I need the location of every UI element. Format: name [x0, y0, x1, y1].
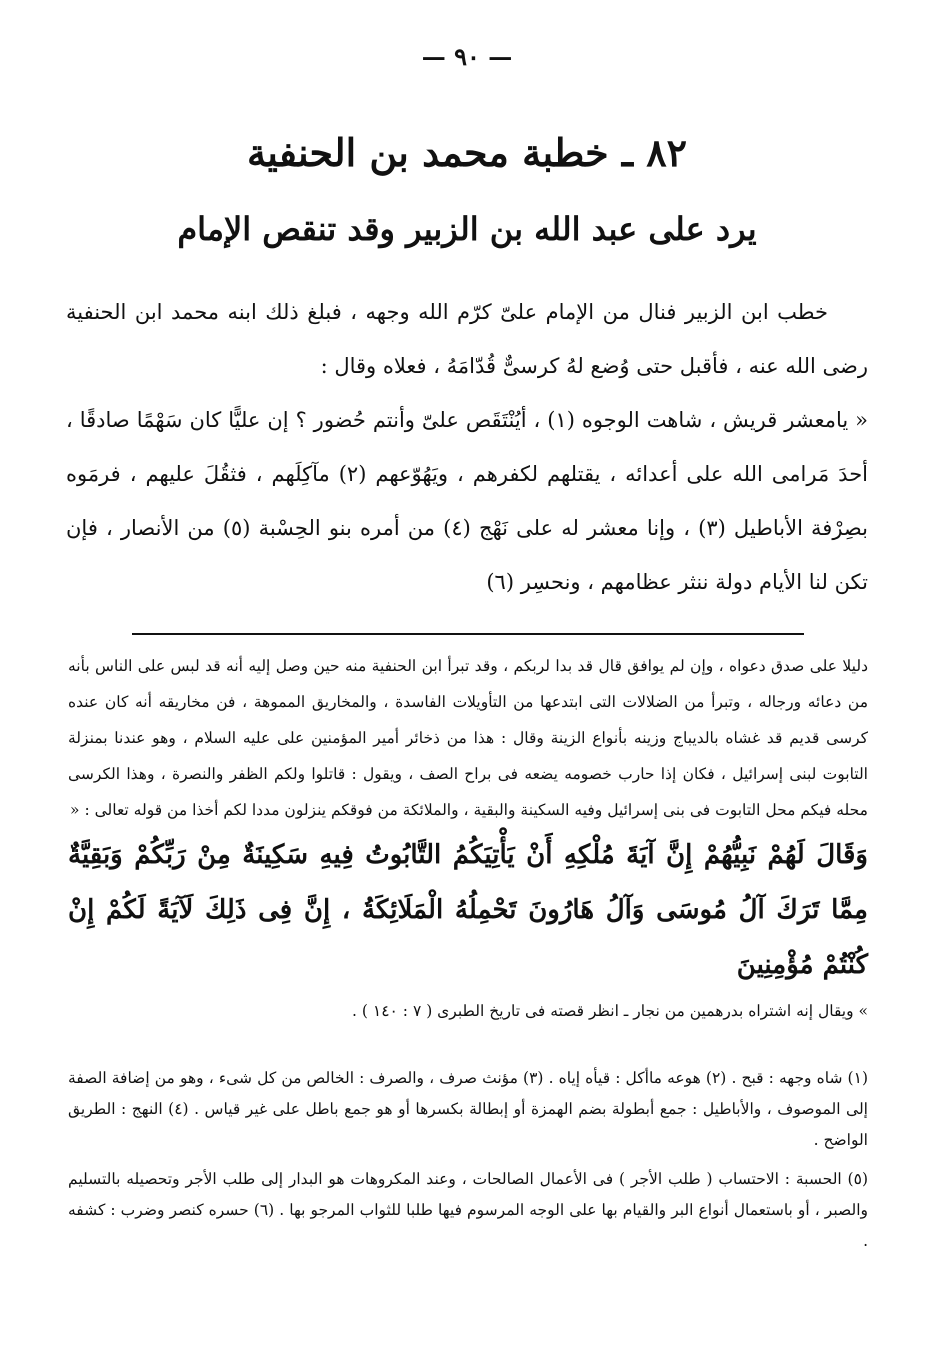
speech-paragraph: « يامعشر قريش ، شاهت الوجوه (١) ، أيُنْتَقَص علىّ وأنتم حُضور ؟ إن عليًّا كان سَهْمًا صادقًا ، أحدَ مَرامى الله على أعدائه ، يقتلهم لكفرهم ، ويَهُوّعهم (٢) مآكِلَهم ، فثقُلَ عليهم ، فرمَوه بصِرْفة الأباطيل (٣) ، وإنا معشر له على نَهْج (٤) من أمره بنو الحِسْبة (٥) من الأنصار ، فإن تكن لنا الأيام دولة ننثر عظامهم ، ونحسِر (٦)	[66, 408, 869, 594]
continued-note-text: دليلا على صدق دعواه ، وإن لم يوافق قال قد بدا لربكم ، وقد تبرأ ابن الحنفية منه حين وصل إليه أنه قد لبس على الناس بأنه من دعائه ورجاله ، وتبرأ من الضلالات التى ابتدعها من التأويلات الفاسدة ، والمخاريق المموهة ، فن مخاريقه أنه كان عنده كرسى قديم قد غشاه بالديباج وزينه بأنواع الزينة وقال : هذا من ذخائر أمير المؤمنين على عليه السلام ، وهو عندنا بمنزلة التابوت لبنى إسرائيل ، فكان إذا حارب خصومه يضعه فى براح الصف ، ويقول : قاتلوا ولكم الظفر والنصرة ، وهذا الكرسى محله فيكم محل التابوت فى بنى إسرائيل وفيه السكينة والبقية ، والملائكة من فوقكم ينزلون مددا لكم أخذا من قوله تعالى : «	[68, 657, 868, 819]
quran-verse: وَقَالَ لَهُمْ نَبِيُّهُمْ إِنَّ آيَةَ مُلْكِهِ أَنْ يَأْتِيَكُمُ التَّابُوتُ فِيهِ سَكِينَةٌ مِنْ رَبِّكُمْ وَبَقِيَّةٌ مِمَّا تَرَكَ آلُ مُوسَى وَآلُ هَارُونَ تَحْمِلُهُ الْمَلَائِكَةُ ، إِنَّ فِى ذَلِكَ لَآيَةً لَكُمْ إِنْ كُنْتُمْ مُؤْمِنِينَ	[68, 840, 868, 980]
intro-paragraph: خطب ابن الزبير فنال من الإمام علىّ كرّم الله وجهه ، فبلغ ذلك ابنه محمد ابن الحنفية رضى الله عنه ، فأقبل حتى وُضع لهُ كرسىٌّ قُدّامَهُ ، فعلاه وقال :	[66, 300, 868, 378]
speech-body	[66, 285, 868, 609]
continued-note	[68, 648, 868, 1029]
footnote-group: (١) شاه وجهه : قبح . (٢) هوعه ماأكل : قيأه إياه . (٣) مؤنث صرف ، والصرف : الخالص من كل شىء ، وهو من إضافة الصفة إلى الموصوف ، والأباطيل : جمع أبطولة بضم الهمزة أو إبطالة بكسرها أو هو جمع باطل على غير قياس . (٤) النهج : الطريق الواضح .	[68, 1069, 868, 1149]
footnote-group: (٥) الحسبة : الاحتساب ( طلب الأجر ) فى الأعمال الصالحات ، وعند المكروهات هو البدار إلى طلب الأجر وتحصيله بالتسليم والصبر ، أو باستعمال أنواع البر والقيام بها على الوجه المرسوم فيها طلبا للثواب المرجو بها . (٦) حسره كنصر وضرب : كشفه .	[68, 1170, 868, 1250]
page-number: — ٩٠ —	[421, 42, 513, 71]
footnote-divider	[132, 633, 804, 635]
footnotes	[68, 1063, 868, 1257]
speech-subtitle: يرد على عبد الله بن الزبير وقد تنقص الإمام	[177, 210, 757, 248]
speech-title: ٨٢ ـ خطبة محمد بن الحنفية	[246, 130, 688, 175]
continued-note-tail: » ويقال إنه اشتراه بدرهمين من نجار ـ انظر قصته فى تاريخ الطبرى ( ٧ : ١٤٠ ) .	[352, 1002, 868, 1020]
